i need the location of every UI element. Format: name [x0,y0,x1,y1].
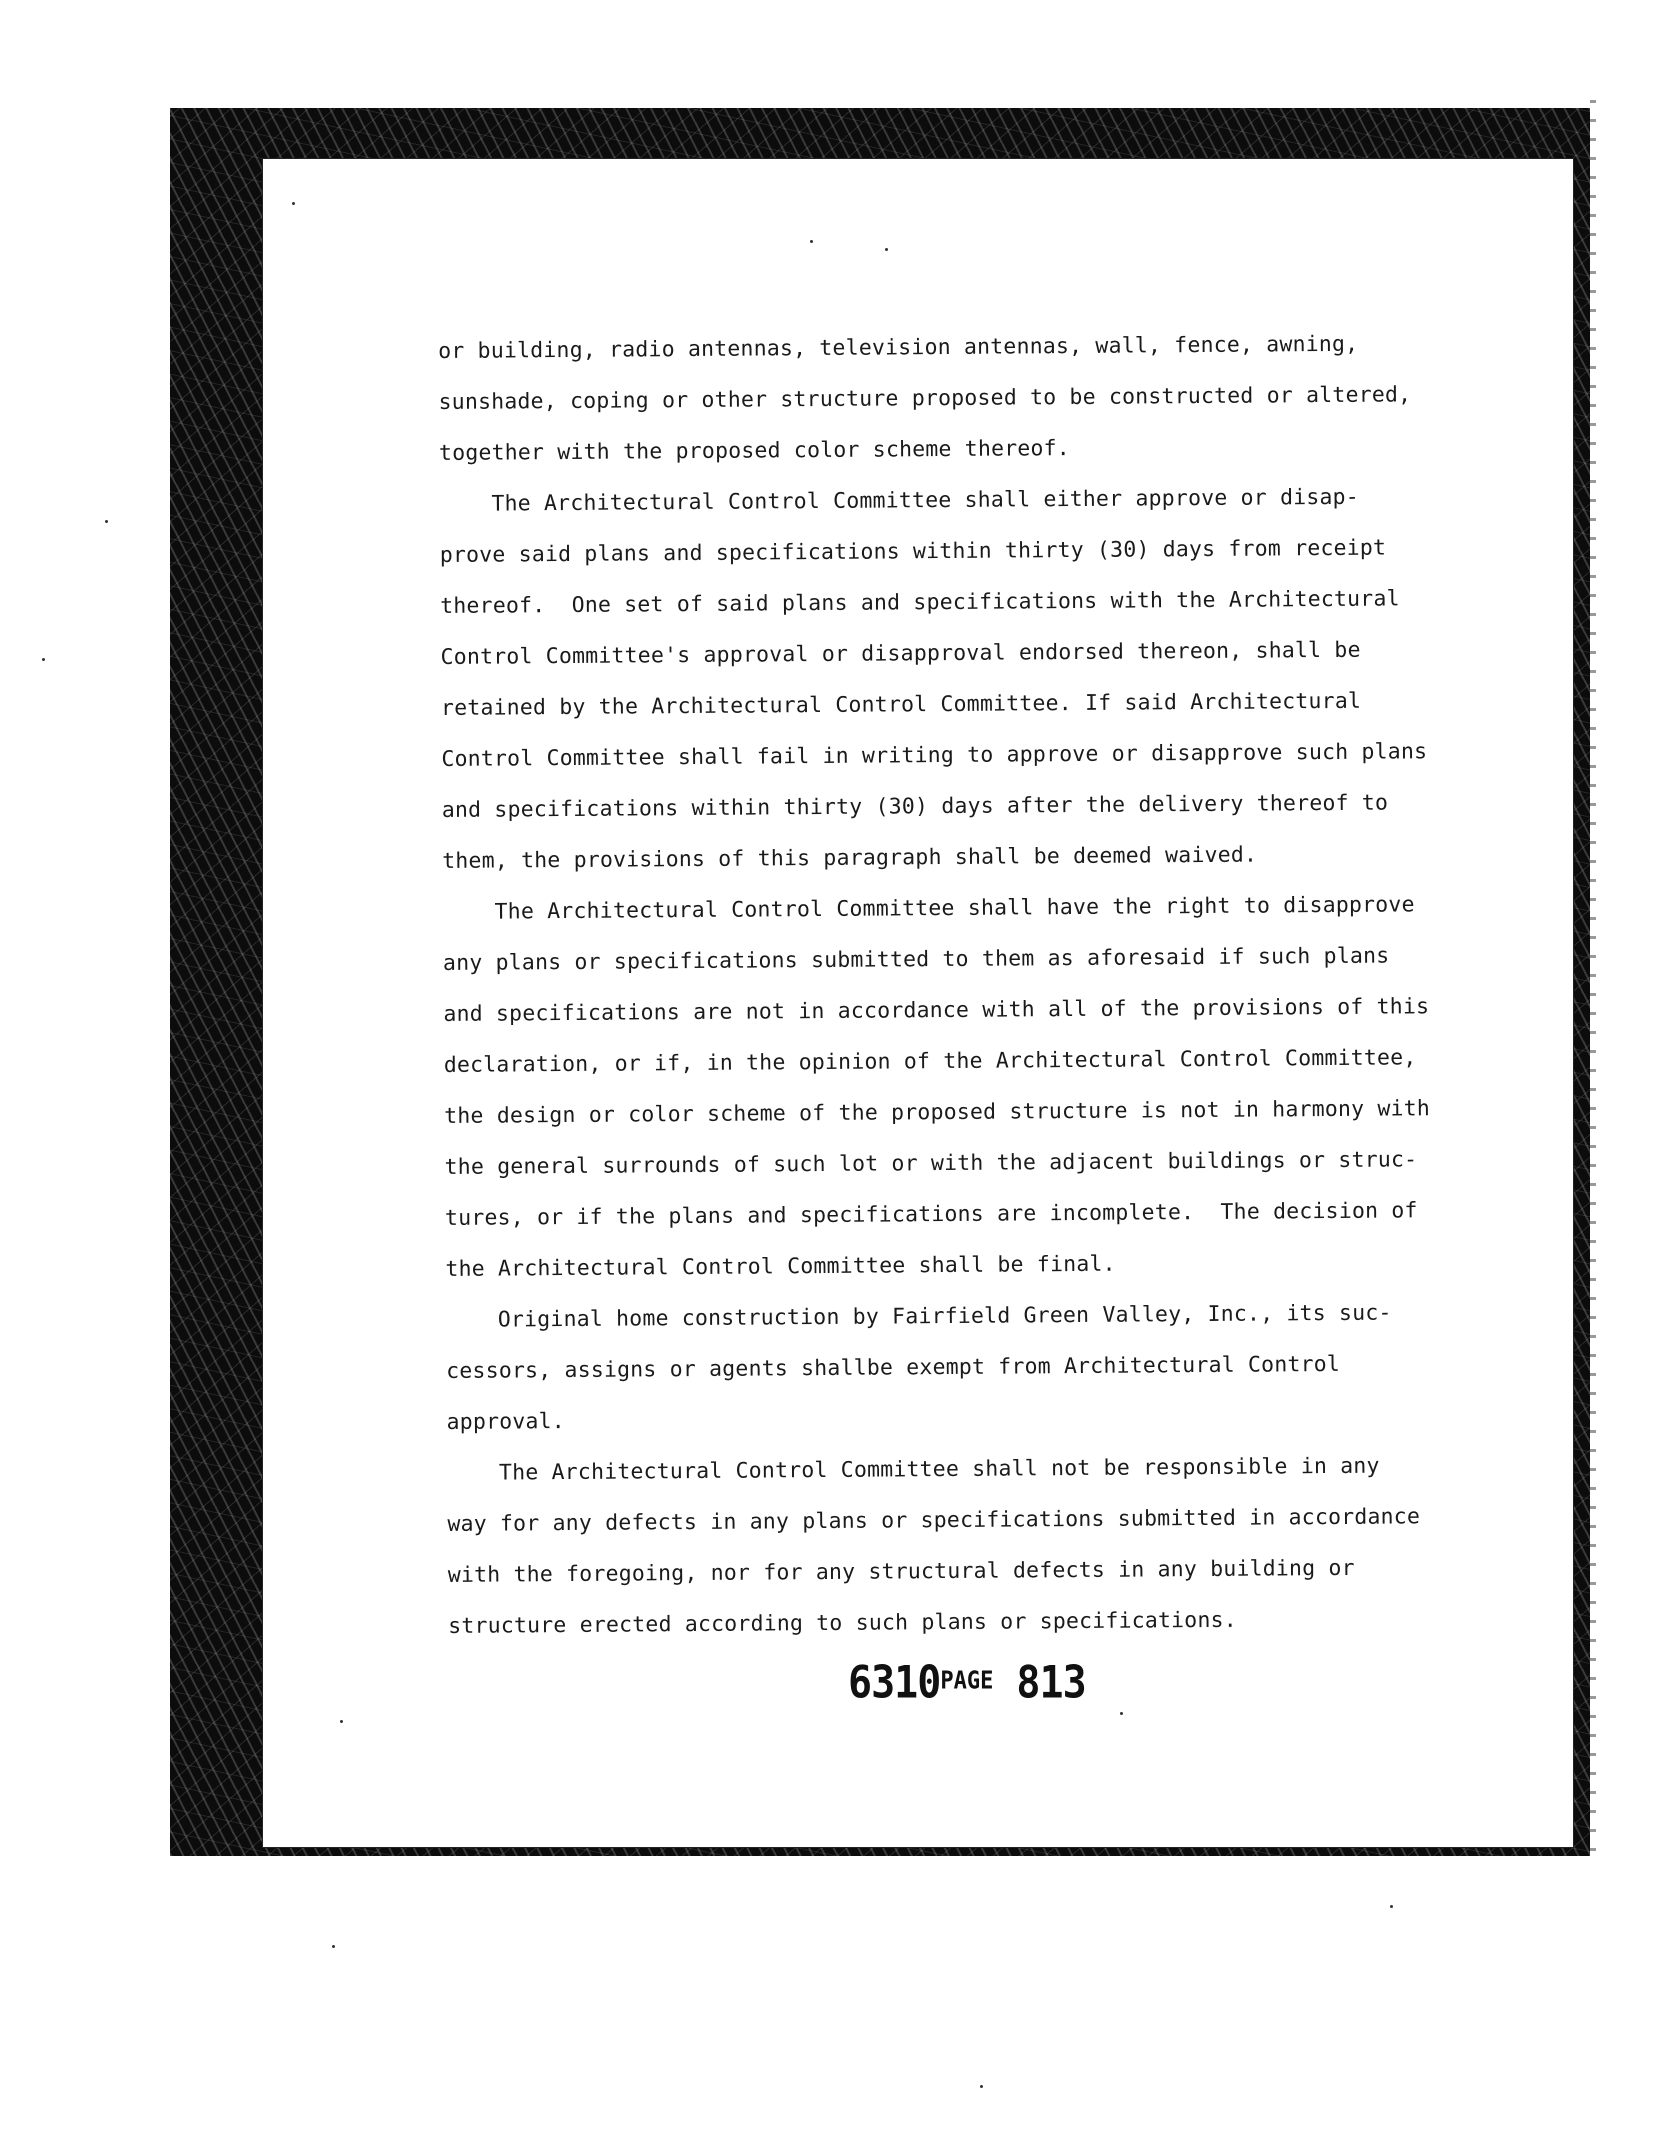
text-line: or building, radio antennas, television antennas, wall, fence, awning, [438,331,1359,364]
text-line: cessors, assigns or agents shallbe exempt from Architectural Control [446,1351,1341,1384]
book-number: 6310 [848,1657,941,1709]
scan-speck [42,658,45,661]
text-line: The Architectural Control Committee shall not be responsible in any [498,1453,1380,1486]
scan-speck [332,1945,335,1948]
text-line: Original home construction by Fairfield Green Valley, Inc., its suc- [497,1300,1392,1333]
text-line: them, the provisions of this paragraph shall be deemed waived. [442,842,1258,874]
page-word: PAGE [940,1667,994,1696]
page-number: 813 [1016,1657,1086,1709]
text-line: Control Committee shall fail in writing to approve or disapprove such plans [441,739,1428,772]
text-line: The Architectural Control Committee shall either approve or disap- [491,484,1359,517]
scan-speck [292,202,295,205]
text-line: the general surrounds of such lot or with the adjacent buildings or struc- [444,1147,1418,1180]
text-line: way for any defects in any plans or specifications submitted in accordance [447,1504,1421,1537]
text-line: the design or color scheme of the proposed structure is not in harmony with [444,1096,1431,1129]
text-line: the Architectural Control Committee shall be final. [445,1251,1116,1282]
text-line: and specifications within thirty (30) days after the delivery thereof to [441,790,1389,823]
scan-edge-noise [1590,100,1596,1860]
text-line: The Architectural Control Committee shall have the right to disapprove [494,892,1415,925]
text-line: tures, or if the plans and specifications are incomplete. The decision of [444,1198,1418,1231]
text-line: structure erected according to such plans or specifications. [448,1607,1237,1639]
scan-speck [1120,1712,1123,1715]
text-line: sunshade, coping or other structure proposed to be constructed or altered, [438,382,1412,415]
text-line: approval. [446,1409,566,1435]
text-line: declaration, or if, in the opinion of the Architectural Control Committee, [443,1045,1417,1078]
scan-speck [340,1720,343,1723]
text-line: Control Committee's approval or disapproval endorsed thereon, shall be [440,637,1361,670]
book-page-stamp [848,1657,1086,1709]
text-line: with the foregoing, nor for any structural defects in any building or [447,1555,1355,1588]
text-line: any plans or specifications submitted to them as aforesaid if such plans [442,943,1390,976]
scan-speck [1390,1905,1393,1908]
scan-speck [810,240,813,243]
text-line: and specifications are not in accordance with all of the provisions of this [443,994,1430,1027]
scan-speck [885,248,888,251]
text-line: thereof. One set of said plans and specifications with the Architectural [440,586,1400,619]
scan-speck [105,520,108,523]
text-line: prove said plans and specifications within thirty (30) days from receipt [439,535,1387,568]
text-line: together with the proposed color scheme thereof. [438,436,1071,466]
scan-speck [980,2085,983,2088]
text-line: retained by the Architectural Control Committee. If said Architectural [440,688,1362,721]
body-text [438,318,1431,1652]
